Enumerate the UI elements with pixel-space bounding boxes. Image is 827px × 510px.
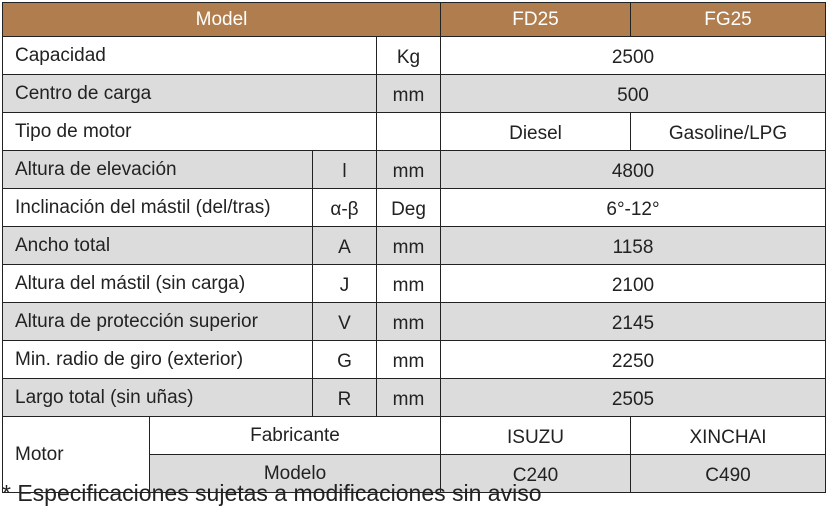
row-unit: mm (377, 151, 441, 189)
row-symbol: α-β (313, 189, 377, 227)
row-unit: Deg (377, 189, 441, 227)
engine-label: Motor (3, 417, 150, 493)
row-label: Inclinación del mástil (del/tras) (3, 189, 313, 227)
spec-table (2, 2, 826, 493)
row-value-fd25: Diesel (441, 113, 631, 151)
table-row (3, 75, 826, 113)
row-value: 2145 (441, 303, 826, 341)
row-value: 2505 (441, 379, 826, 417)
row-value: 2500 (441, 37, 826, 75)
row-symbol: l (313, 151, 377, 189)
table-row (3, 151, 826, 189)
table-row (3, 303, 826, 341)
manufacturer-fd25: ISUZU (441, 417, 631, 455)
row-unit: Kg (377, 37, 441, 75)
model-fd25-header: FD25 (441, 3, 631, 37)
table-row (3, 189, 826, 227)
row-label: Ancho total (3, 227, 313, 265)
row-value: 2100 (441, 265, 826, 303)
table-row (3, 265, 826, 303)
table-row (3, 37, 826, 75)
row-unit (377, 113, 441, 151)
row-value: 1158 (441, 227, 826, 265)
manufacturer-label: Fabricante (150, 417, 441, 455)
engine-model-fd25: C240 (441, 455, 631, 493)
row-value: 6°-12° (441, 189, 826, 227)
model-header: Model (3, 3, 441, 37)
row-value-fg25: Gasoline/LPG (631, 113, 826, 151)
row-symbol: G (313, 341, 377, 379)
table-row (3, 227, 826, 265)
row-unit: mm (377, 341, 441, 379)
row-symbol: A (313, 227, 377, 265)
row-symbol: J (313, 265, 377, 303)
row-unit: mm (377, 227, 441, 265)
engine-manufacturer-row (3, 417, 826, 455)
engine-model-fg25: C490 (631, 455, 826, 493)
row-label: Centro de carga (3, 75, 377, 113)
row-label: Altura de elevación (3, 151, 313, 189)
row-label: Largo total (sin uñas) (3, 379, 313, 417)
row-unit: mm (377, 379, 441, 417)
row-symbol: R (313, 379, 377, 417)
row-label: Altura del mástil (sin carga) (3, 265, 313, 303)
engine-model-label: Modelo (150, 455, 441, 493)
table-row (3, 113, 826, 151)
table-row (3, 341, 826, 379)
footnote: * Especificaciones sujetas a modificaciones sin aviso (2, 480, 542, 506)
row-value: 2250 (441, 341, 826, 379)
row-label: Altura de protección superior (3, 303, 313, 341)
row-unit: mm (377, 75, 441, 113)
row-label: Min. radio de giro (exterior) (3, 341, 313, 379)
row-unit: mm (377, 303, 441, 341)
row-value: 500 (441, 75, 826, 113)
header-row (3, 3, 826, 37)
row-value: 4800 (441, 151, 826, 189)
manufacturer-fg25: XINCHAI (631, 417, 826, 455)
row-label: Tipo de motor (3, 113, 377, 151)
row-symbol: V (313, 303, 377, 341)
model-fg25-header: FG25 (631, 3, 826, 37)
row-unit: mm (377, 265, 441, 303)
table-row (3, 379, 826, 417)
row-label: Capacidad (3, 37, 377, 75)
